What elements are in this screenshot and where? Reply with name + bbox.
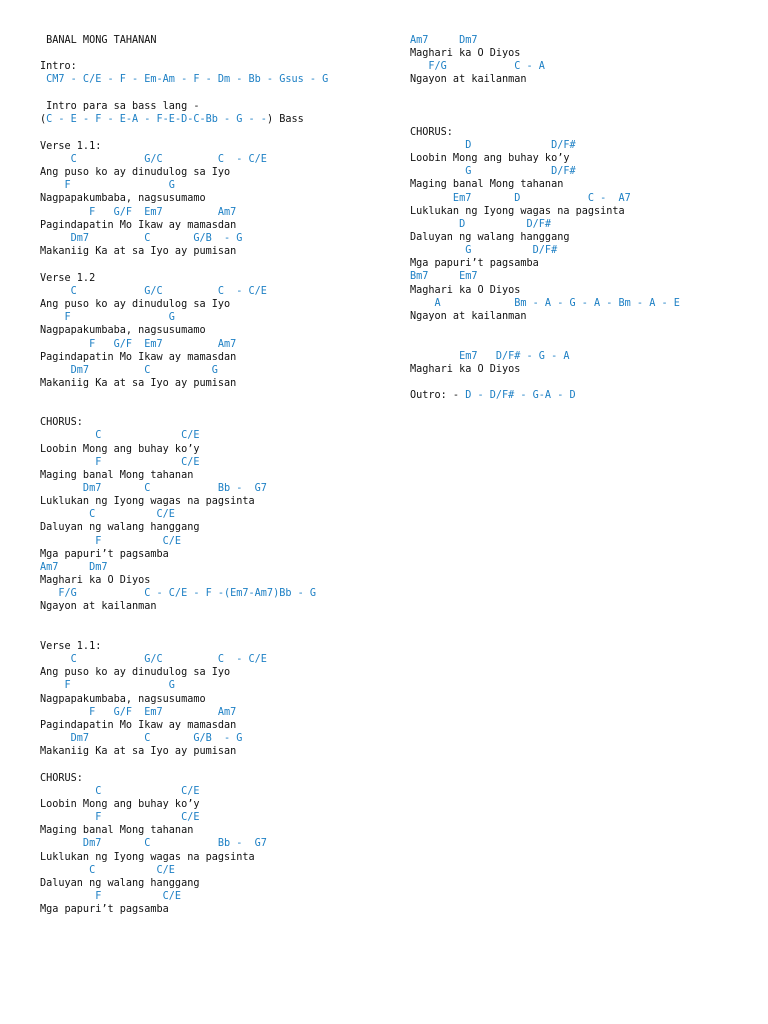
lyric-line: Ang puso ko ay dinudulog sa Iyo bbox=[40, 167, 231, 178]
chord-line: C C/E bbox=[40, 430, 200, 441]
lyric-line: CHORUS: bbox=[410, 127, 453, 138]
chord-line: Dm7 C Bb - G7 bbox=[40, 483, 267, 494]
chord-line: F G/F Em7 Am7 bbox=[40, 207, 237, 218]
chord-line: Dm7 C G/B - G bbox=[40, 733, 243, 744]
lyric-line: Nagpapakumbaba, nagsusumamo bbox=[40, 325, 206, 336]
lyric-line: BANAL MONG TAHANAN bbox=[40, 35, 157, 46]
lyric-line: Daluyan ng walang hanggang bbox=[410, 232, 570, 243]
chord-line: Am7 Dm7 bbox=[40, 562, 108, 573]
chord-line: G D/F# bbox=[410, 245, 558, 256]
lyric-line: Maghari ka O Diyos bbox=[410, 364, 521, 375]
lyric-line: Verse 1.1: bbox=[40, 641, 102, 652]
lyric-line: Ang puso ko ay dinudulog sa Iyo bbox=[40, 299, 231, 310]
lyric-line: Ang puso ko ay dinudulog sa Iyo bbox=[40, 667, 231, 678]
lyric-line: CHORUS: bbox=[40, 773, 83, 784]
chord-text: C - E - F - E-A - F-E-D-C-Bb - G - - bbox=[46, 114, 267, 125]
chord-line: A Bm - A - G - A - Bm - A - E bbox=[410, 298, 680, 309]
lyric-line: Loobin Mong ang buhay ko’y bbox=[410, 153, 570, 164]
lyric-line: Luklukan ng Iyong wagas na pagsinta bbox=[40, 852, 255, 863]
lyric-line: Nagpapakumbaba, nagsusumamo bbox=[40, 193, 206, 204]
lyric-line: Pagindapatin Mo Ikaw ay mamasdan bbox=[40, 720, 237, 731]
chord-line: F C/E bbox=[40, 457, 200, 468]
chord-line: F G bbox=[40, 312, 175, 323]
chord-line: F/G C - C/E - F -(Em7-Am7)Bb - G bbox=[40, 588, 317, 599]
chord-line: C G/C C - C/E bbox=[40, 654, 267, 665]
chord-line: F C/E bbox=[40, 812, 200, 823]
mixed-line bbox=[40, 113, 304, 126]
lyric-line: CHORUS: bbox=[40, 417, 83, 428]
chord-line: F G bbox=[40, 180, 175, 191]
lyric-line: Maghari ka O Diyos bbox=[410, 285, 521, 296]
mixed-line bbox=[410, 389, 576, 402]
lyric-text: Outro: - bbox=[410, 390, 466, 401]
chord-line: F G/F Em7 Am7 bbox=[40, 707, 237, 718]
lyric-line: Pagindapatin Mo Ikaw ay mamasdan bbox=[40, 220, 237, 231]
chord-line: Am7 Dm7 bbox=[410, 35, 478, 46]
chord-line: C C/E bbox=[40, 865, 175, 876]
chord-line: CM7 - C/E - F - Em-Am - F - Dm - Bb - Gsus - G bbox=[40, 74, 329, 85]
chord-line: D D/F# bbox=[410, 219, 552, 230]
lyric-line: Nagpapakumbaba, nagsusumamo bbox=[40, 694, 206, 705]
lyric-line: Daluyan ng walang hanggang bbox=[40, 522, 200, 533]
lyric-line: Maging banal Mong tahanan bbox=[40, 470, 194, 481]
lyric-line: Mga papuri’t pagsamba bbox=[40, 549, 169, 560]
chord-line: Dm7 C Bb - G7 bbox=[40, 838, 267, 849]
lyric-line: Verse 1.1: bbox=[40, 141, 102, 152]
chord-line: Dm7 C G/B - G bbox=[40, 233, 243, 244]
lyric-text: ( bbox=[40, 114, 47, 125]
chord-line: Em7 D C - A7 bbox=[410, 193, 631, 204]
lyric-line: Mga papuri’t pagsamba bbox=[410, 258, 539, 269]
chord-line: F G bbox=[40, 680, 175, 691]
lyric-line: Maging banal Mong tahanan bbox=[40, 825, 194, 836]
chord-line: F G/F Em7 Am7 bbox=[40, 339, 237, 350]
lyric-line: Maging banal Mong tahanan bbox=[410, 179, 564, 190]
chord-line: C C/E bbox=[40, 509, 175, 520]
lyric-line: Maghari ka O Diyos bbox=[40, 575, 151, 586]
lyric-line: Luklukan ng Iyong wagas na pagsinta bbox=[410, 206, 625, 217]
chord-line: C G/C C - C/E bbox=[40, 154, 267, 165]
chord-line: Em7 D/F# - G - A bbox=[410, 351, 570, 362]
lyric-line: Loobin Mong ang buhay ko’y bbox=[40, 444, 200, 455]
lyric-line: Ngayon at kailanman bbox=[410, 311, 527, 322]
lyric-line: Daluyan ng walang hanggang bbox=[40, 878, 200, 889]
lyric-line: Makaniig Ka at sa Iyo ay pumisan bbox=[40, 746, 237, 757]
chord-line: D D/F# bbox=[410, 140, 576, 151]
chord-line: Dm7 C G bbox=[40, 365, 218, 376]
lyric-line: Luklukan ng Iyong wagas na pagsinta bbox=[40, 496, 255, 507]
lyric-line: Loobin Mong ang buhay ko’y bbox=[40, 799, 200, 810]
chord-line: G D/F# bbox=[410, 166, 576, 177]
lyric-line: Mga papuri’t pagsamba bbox=[40, 904, 169, 915]
lyric-line: Intro: bbox=[40, 61, 77, 72]
lyric-line: Ngayon at kailanman bbox=[410, 74, 527, 85]
lyric-line: Ngayon at kailanman bbox=[40, 601, 157, 612]
chord-line: Bm7 Em7 bbox=[410, 271, 478, 282]
chord-line: F C/E bbox=[40, 891, 182, 902]
chord-line: F C/E bbox=[40, 536, 182, 547]
chord-line: C C/E bbox=[40, 786, 200, 797]
chord-line: C G/C C - C/E bbox=[40, 286, 267, 297]
chord-text: D - D/F# - G-A - D bbox=[465, 390, 576, 401]
lyric-line: Maghari ka O Diyos bbox=[410, 48, 521, 59]
lyric-text: ) Bass bbox=[266, 114, 304, 125]
lyric-line: Verse 1.2 bbox=[40, 273, 96, 284]
chord-line: F/G C - A bbox=[410, 61, 545, 72]
lyric-line: Pagindapatin Mo Ikaw ay mamasdan bbox=[40, 352, 237, 363]
lyric-line: Makaniig Ka at sa Iyo ay pumisan bbox=[40, 378, 237, 389]
lyric-line: Intro para sa bass lang - bbox=[40, 101, 200, 112]
lyric-line: Makaniig Ka at sa Iyo ay pumisan bbox=[40, 246, 237, 257]
